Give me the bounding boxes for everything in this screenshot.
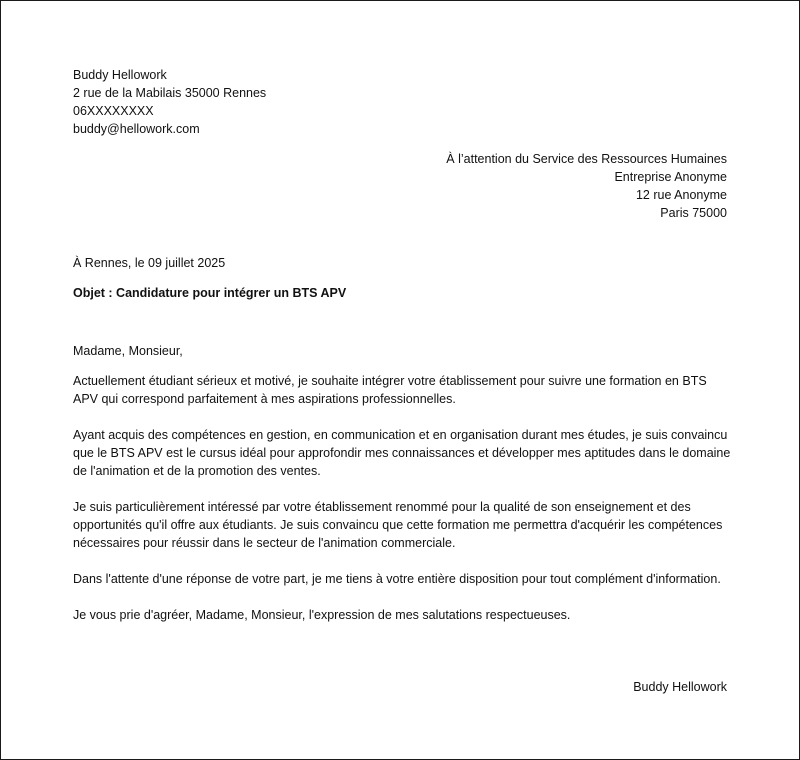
recipient-attention: À l’attention du Service des Ressources Humaines: [446, 152, 727, 166]
body-paragraph: Je suis particulièrement intéressé par votre établissement renommé pour la qualité de son enseignement et des opportunités qu'il offre aux étudiants. Je suis convaincu que cette formation me permettra d'acquérir les compétences nécessaires pour réussir dans le secteur de l'animation commerciale.: [73, 500, 723, 550]
recipient-street: 12 rue Anonyme: [635, 188, 727, 202]
sender-email: buddy@hellowork.com: [73, 122, 200, 136]
letter-body: [73, 372, 733, 624]
body-paragraph: Dans l'attente d'une réponse de votre part, je me tiens à votre entière disposition pour tout complément d'information.: [73, 572, 721, 586]
recipient-company: Entreprise Anonyme: [614, 170, 727, 184]
closing-paragraph: Je vous prie d'agréer, Madame, Monsieur, l'expression de mes salutations respectueuses.: [73, 608, 571, 622]
body-paragraph: Actuellement étudiant sérieux et motivé, je souhaite intégrer votre établissement pour suivre une formation en BTS APV qui correspond parfaitement à mes aspirations professionnelles.: [73, 374, 707, 406]
sender-block: [73, 66, 266, 138]
recipient-block: [446, 150, 727, 222]
body-paragraph: Ayant acquis des compétences en gestion, en communication et en organisation durant mes études, je suis convaincu que le BTS APV est le cursus idéal pour approfondir mes connaissances et développer mes aptitudes dans le domaine de l'animation et de la promotion des ventes.: [73, 428, 731, 478]
recipient-city: Paris 75000: [660, 206, 727, 220]
sender-phone: 06XXXXXXXX: [73, 104, 154, 118]
salutation: Madame, Monsieur,: [73, 344, 183, 358]
sender-address: 2 rue de la Mabilais 35000 Rennes: [73, 86, 267, 100]
signature: Buddy Hellowork: [633, 680, 727, 694]
subject-line: Objet : Candidature pour intégrer un BTS APV: [73, 286, 347, 300]
date-line: À Rennes, le 09 juillet 2025: [73, 256, 226, 270]
sender-name: Buddy Hellowork: [73, 68, 167, 82]
